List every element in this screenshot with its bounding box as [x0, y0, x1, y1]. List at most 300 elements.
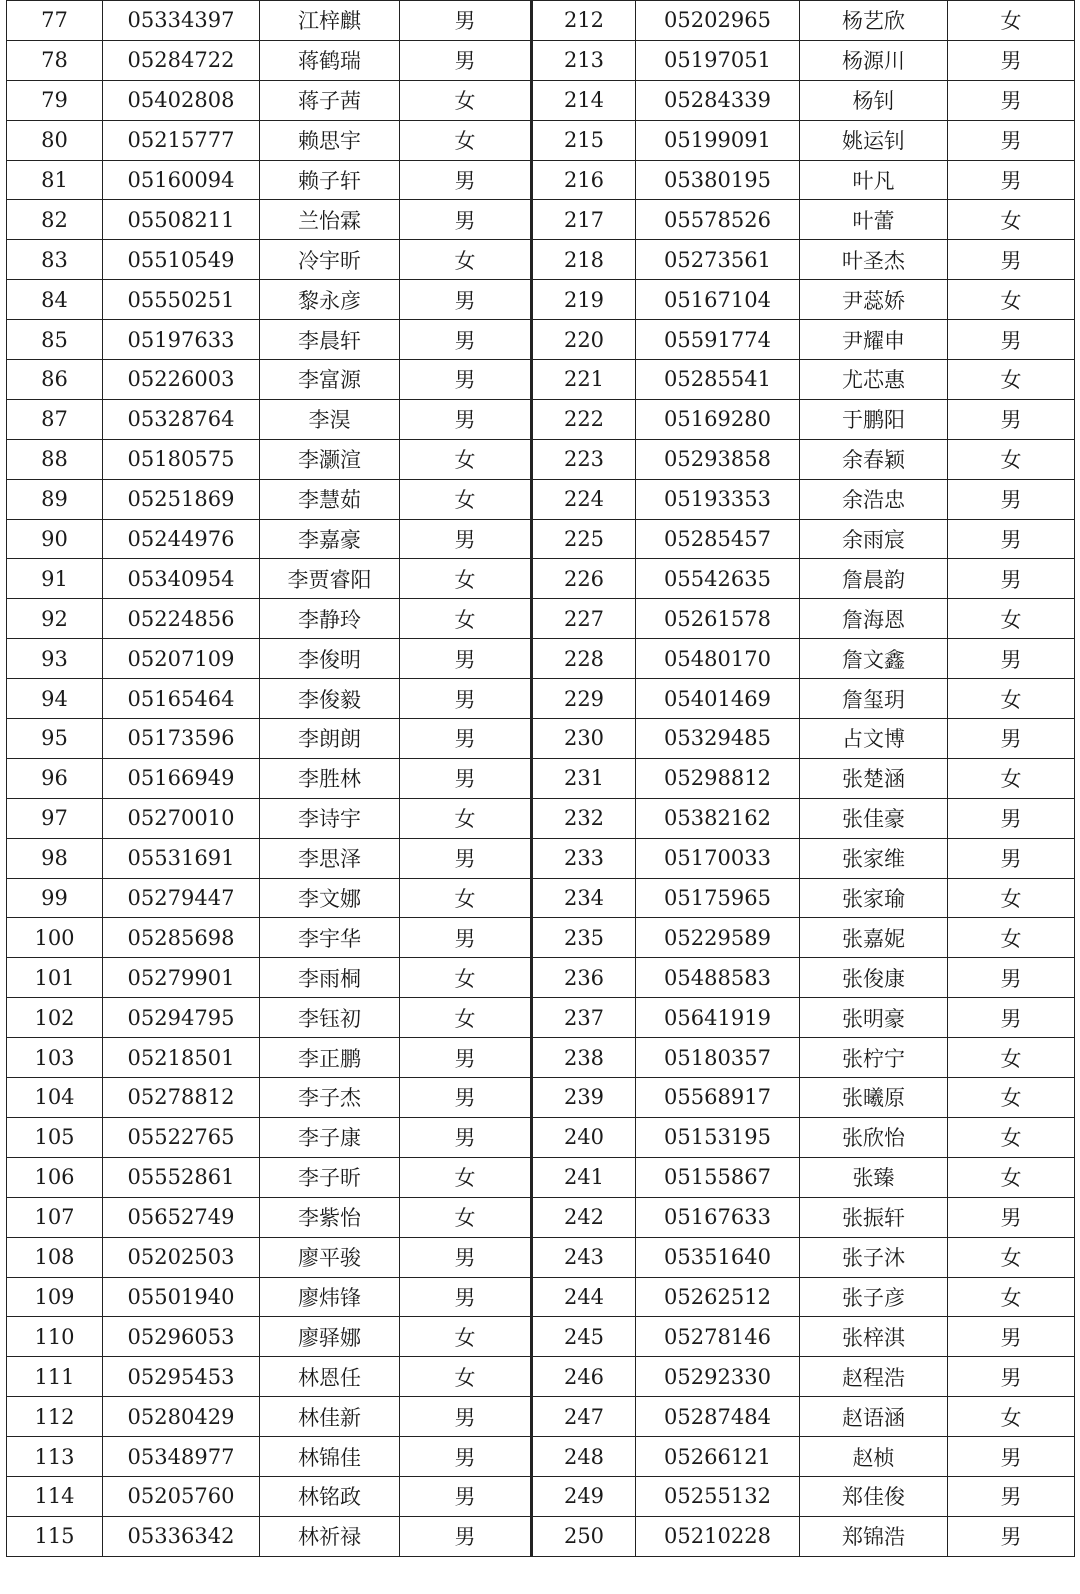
name-cell: 余浩忠 [800, 479, 948, 519]
seq-cell: 241 [532, 1157, 636, 1197]
name-cell: 李宇华 [260, 918, 400, 958]
gender-cell: 男 [948, 1516, 1075, 1556]
gender-cell: 男 [400, 838, 532, 878]
student-id-cell: 05278812 [103, 1078, 260, 1118]
gender-cell: 女 [948, 1157, 1075, 1197]
name-cell: 张楚涵 [800, 758, 948, 798]
gender-cell: 女 [400, 958, 532, 998]
name-cell: 江梓麒 [260, 1, 400, 41]
name-cell: 李子康 [260, 1117, 400, 1157]
student-id-cell: 05173596 [103, 719, 260, 759]
name-cell: 兰怡霖 [260, 200, 400, 240]
gender-cell: 女 [948, 679, 1075, 719]
student-id-cell: 05568917 [636, 1078, 800, 1118]
student-id-cell: 05542635 [636, 559, 800, 599]
table-row [7, 679, 1075, 719]
gender-cell: 男 [948, 399, 1075, 439]
gender-cell: 男 [400, 1117, 532, 1157]
name-cell: 张欣怡 [800, 1117, 948, 1157]
name-cell: 尹耀申 [800, 320, 948, 360]
student-id-cell: 05531691 [103, 838, 260, 878]
gender-cell: 女 [400, 1157, 532, 1197]
student-id-cell: 05401469 [636, 679, 800, 719]
gender-cell: 女 [948, 1078, 1075, 1118]
seq-cell: 85 [7, 320, 103, 360]
gender-cell: 女 [948, 1237, 1075, 1277]
student-id-cell: 05270010 [103, 798, 260, 838]
student-id-cell: 05292330 [636, 1357, 800, 1397]
table-row [7, 360, 1075, 400]
gender-cell: 男 [400, 320, 532, 360]
seq-cell: 88 [7, 439, 103, 479]
seq-cell: 231 [532, 758, 636, 798]
table-row [7, 240, 1075, 280]
table-row [7, 838, 1075, 878]
name-cell: 李贾睿阳 [260, 559, 400, 599]
seq-cell: 239 [532, 1078, 636, 1118]
name-cell: 张明豪 [800, 998, 948, 1038]
gender-cell: 男 [400, 360, 532, 400]
table-row [7, 998, 1075, 1038]
name-cell: 李子昕 [260, 1157, 400, 1197]
name-cell: 赖子轩 [260, 160, 400, 200]
seq-cell: 95 [7, 719, 103, 759]
table-row [7, 1197, 1075, 1237]
student-id-cell: 05266121 [636, 1437, 800, 1477]
seq-cell: 245 [532, 1317, 636, 1357]
table-row [7, 160, 1075, 200]
table-row [7, 1117, 1075, 1157]
student-id-cell: 05279901 [103, 958, 260, 998]
seq-cell: 230 [532, 719, 636, 759]
name-cell: 叶凡 [800, 160, 948, 200]
name-cell: 张家维 [800, 838, 948, 878]
name-cell: 林佳新 [260, 1397, 400, 1437]
table-row [7, 1357, 1075, 1397]
name-cell: 李钰初 [260, 998, 400, 1038]
name-cell: 李文娜 [260, 878, 400, 918]
seq-cell: 89 [7, 479, 103, 519]
student-id-cell: 05293858 [636, 439, 800, 479]
gender-cell: 男 [948, 120, 1075, 160]
name-cell: 叶圣杰 [800, 240, 948, 280]
gender-cell: 男 [948, 240, 1075, 280]
student-id-cell: 05340954 [103, 559, 260, 599]
gender-cell: 女 [948, 1038, 1075, 1078]
seq-cell: 106 [7, 1157, 103, 1197]
seq-cell: 102 [7, 998, 103, 1038]
gender-cell: 女 [400, 1357, 532, 1397]
student-id-cell: 05180575 [103, 439, 260, 479]
gender-cell: 男 [948, 1317, 1075, 1357]
student-id-cell: 05298812 [636, 758, 800, 798]
student-id-cell: 05295453 [103, 1357, 260, 1397]
gender-cell: 女 [400, 479, 532, 519]
seq-cell: 223 [532, 439, 636, 479]
seq-cell: 105 [7, 1117, 103, 1157]
seq-cell: 96 [7, 758, 103, 798]
seq-cell: 98 [7, 838, 103, 878]
gender-cell: 男 [400, 160, 532, 200]
gender-cell: 男 [400, 918, 532, 958]
gender-cell: 男 [400, 200, 532, 240]
seq-cell: 224 [532, 479, 636, 519]
student-id-cell: 05199091 [636, 120, 800, 160]
gender-cell: 女 [948, 280, 1075, 320]
student-id-cell: 05328764 [103, 399, 260, 439]
student-id-cell: 05197633 [103, 320, 260, 360]
seq-cell: 83 [7, 240, 103, 280]
table-row [7, 399, 1075, 439]
student-id-cell: 05218501 [103, 1038, 260, 1078]
student-id-cell: 05284339 [636, 80, 800, 120]
student-id-cell: 05508211 [103, 200, 260, 240]
table-body [7, 1, 1075, 1557]
gender-cell: 男 [948, 1476, 1075, 1516]
seq-cell: 222 [532, 399, 636, 439]
seq-cell: 240 [532, 1117, 636, 1157]
gender-cell: 男 [948, 958, 1075, 998]
student-id-cell: 05351640 [636, 1237, 800, 1277]
name-cell: 詹文鑫 [800, 639, 948, 679]
gender-cell: 女 [400, 559, 532, 599]
student-id-cell: 05296053 [103, 1317, 260, 1357]
student-id-cell: 05285698 [103, 918, 260, 958]
student-id-cell: 05167633 [636, 1197, 800, 1237]
seq-cell: 217 [532, 200, 636, 240]
seq-cell: 212 [532, 1, 636, 41]
seq-cell: 228 [532, 639, 636, 679]
gender-cell: 男 [948, 1357, 1075, 1397]
gender-cell: 男 [948, 1197, 1075, 1237]
seq-cell: 77 [7, 1, 103, 41]
gender-cell: 男 [400, 1476, 532, 1516]
name-cell: 李晨轩 [260, 320, 400, 360]
seq-cell: 244 [532, 1277, 636, 1317]
seq-cell: 104 [7, 1078, 103, 1118]
table-row [7, 1437, 1075, 1477]
gender-cell: 男 [400, 1397, 532, 1437]
seq-cell: 233 [532, 838, 636, 878]
name-cell: 张嘉妮 [800, 918, 948, 958]
name-cell: 张柠宁 [800, 1038, 948, 1078]
student-id-cell: 05348977 [103, 1437, 260, 1477]
name-cell: 张振轩 [800, 1197, 948, 1237]
gender-cell: 男 [400, 1237, 532, 1277]
gender-cell: 男 [948, 998, 1075, 1038]
gender-cell: 男 [948, 160, 1075, 200]
name-cell: 郑锦浩 [800, 1516, 948, 1556]
student-id-cell: 05652749 [103, 1197, 260, 1237]
seq-cell: 236 [532, 958, 636, 998]
name-cell: 李诗宇 [260, 798, 400, 838]
name-cell: 张子沐 [800, 1237, 948, 1277]
gender-cell: 女 [948, 360, 1075, 400]
student-id-cell: 05578526 [636, 200, 800, 240]
name-cell: 林铭政 [260, 1476, 400, 1516]
seq-cell: 248 [532, 1437, 636, 1477]
name-cell: 尹蕊娇 [800, 280, 948, 320]
student-id-cell: 05336342 [103, 1516, 260, 1556]
gender-cell: 男 [400, 758, 532, 798]
table-row [7, 80, 1075, 120]
seq-cell: 91 [7, 559, 103, 599]
student-id-cell: 05170033 [636, 838, 800, 878]
seq-cell: 92 [7, 599, 103, 639]
seq-cell: 90 [7, 519, 103, 559]
student-id-cell: 05205760 [103, 1476, 260, 1516]
seq-cell: 93 [7, 639, 103, 679]
seq-cell: 107 [7, 1197, 103, 1237]
seq-cell: 247 [532, 1397, 636, 1437]
gender-cell: 女 [400, 1197, 532, 1237]
gender-cell: 男 [948, 519, 1075, 559]
name-cell: 林恩任 [260, 1357, 400, 1397]
student-id-cell: 05402808 [103, 80, 260, 120]
name-cell: 杨钊 [800, 80, 948, 120]
name-cell: 李淏 [260, 399, 400, 439]
student-id-cell: 05229589 [636, 918, 800, 958]
name-cell: 李嘉豪 [260, 519, 400, 559]
student-id-cell: 05155867 [636, 1157, 800, 1197]
seq-cell: 243 [532, 1237, 636, 1277]
seq-cell: 235 [532, 918, 636, 958]
student-id-cell: 05175965 [636, 878, 800, 918]
seq-cell: 87 [7, 399, 103, 439]
gender-cell: 女 [948, 599, 1075, 639]
seq-cell: 86 [7, 360, 103, 400]
table-row [7, 1078, 1075, 1118]
table-row [7, 1277, 1075, 1317]
student-id-cell: 05169280 [636, 399, 800, 439]
name-cell: 李俊明 [260, 639, 400, 679]
name-cell: 张佳豪 [800, 798, 948, 838]
student-id-cell: 05294795 [103, 998, 260, 1038]
gender-cell: 男 [400, 719, 532, 759]
seq-cell: 232 [532, 798, 636, 838]
seq-cell: 111 [7, 1357, 103, 1397]
name-cell: 李思泽 [260, 838, 400, 878]
student-id-cell: 05210228 [636, 1516, 800, 1556]
name-cell: 李慧茹 [260, 479, 400, 519]
name-cell: 李朗朗 [260, 719, 400, 759]
student-id-cell: 05255132 [636, 1476, 800, 1516]
name-cell: 林锦佳 [260, 1437, 400, 1477]
gender-cell: 男 [948, 320, 1075, 360]
seq-cell: 216 [532, 160, 636, 200]
name-cell: 冷宇昕 [260, 240, 400, 280]
seq-cell: 227 [532, 599, 636, 639]
name-cell: 叶蕾 [800, 200, 948, 240]
gender-cell: 女 [948, 1117, 1075, 1157]
name-cell: 李紫怡 [260, 1197, 400, 1237]
name-cell: 廖平骏 [260, 1237, 400, 1277]
gender-cell: 女 [400, 798, 532, 838]
table-row [7, 1038, 1075, 1078]
gender-cell: 男 [400, 639, 532, 679]
name-cell: 于鹏阳 [800, 399, 948, 439]
student-id-cell: 05380195 [636, 160, 800, 200]
gender-cell: 男 [948, 838, 1075, 878]
gender-cell: 女 [948, 439, 1075, 479]
seq-cell: 250 [532, 1516, 636, 1556]
table-row [7, 439, 1075, 479]
gender-cell: 女 [948, 1397, 1075, 1437]
seq-cell: 99 [7, 878, 103, 918]
name-cell: 廖炜锋 [260, 1277, 400, 1317]
gender-cell: 女 [400, 998, 532, 1038]
table-row [7, 1397, 1075, 1437]
seq-cell: 234 [532, 878, 636, 918]
gender-cell: 女 [400, 1317, 532, 1357]
student-id-cell: 05262512 [636, 1277, 800, 1317]
student-id-cell: 05279447 [103, 878, 260, 918]
student-id-cell: 05334397 [103, 1, 260, 41]
gender-cell: 女 [948, 1, 1075, 41]
student-id-cell: 05285457 [636, 519, 800, 559]
table-row [7, 1476, 1075, 1516]
seq-cell: 220 [532, 320, 636, 360]
gender-cell: 男 [400, 679, 532, 719]
name-cell: 蒋鹤瑞 [260, 40, 400, 80]
name-cell: 林祈禄 [260, 1516, 400, 1556]
table-row [7, 958, 1075, 998]
gender-cell: 女 [948, 918, 1075, 958]
name-cell: 詹晨韵 [800, 559, 948, 599]
seq-cell: 109 [7, 1277, 103, 1317]
student-id-cell: 05153195 [636, 1117, 800, 1157]
seq-cell: 249 [532, 1476, 636, 1516]
name-cell: 张子彦 [800, 1277, 948, 1317]
student-id-cell: 05261578 [636, 599, 800, 639]
student-id-cell: 05488583 [636, 958, 800, 998]
table-row [7, 798, 1075, 838]
name-cell: 李子杰 [260, 1078, 400, 1118]
gender-cell: 女 [400, 439, 532, 479]
student-id-cell: 05167104 [636, 280, 800, 320]
name-cell: 杨源川 [800, 40, 948, 80]
gender-cell: 男 [948, 559, 1075, 599]
student-id-cell: 05550251 [103, 280, 260, 320]
name-cell: 张家瑜 [800, 878, 948, 918]
name-cell: 姚运钊 [800, 120, 948, 160]
seq-cell: 112 [7, 1397, 103, 1437]
gender-cell: 女 [948, 1277, 1075, 1317]
name-cell: 詹海恩 [800, 599, 948, 639]
student-id-cell: 05382162 [636, 798, 800, 838]
table-row [7, 918, 1075, 958]
student-id-cell: 05193353 [636, 479, 800, 519]
table-row [7, 878, 1075, 918]
student-id-cell: 05202503 [103, 1237, 260, 1277]
table-row [7, 758, 1075, 798]
seq-cell: 78 [7, 40, 103, 80]
name-cell: 张曦原 [800, 1078, 948, 1118]
name-cell: 张臻 [800, 1157, 948, 1197]
seq-cell: 84 [7, 280, 103, 320]
name-cell: 张俊康 [800, 958, 948, 998]
gender-cell: 女 [948, 200, 1075, 240]
name-cell: 尤芯惠 [800, 360, 948, 400]
gender-cell: 女 [400, 80, 532, 120]
gender-cell: 女 [400, 878, 532, 918]
gender-cell: 男 [400, 1277, 532, 1317]
seq-cell: 101 [7, 958, 103, 998]
name-cell: 占文博 [800, 719, 948, 759]
gender-cell: 男 [948, 639, 1075, 679]
table-row [7, 639, 1075, 679]
seq-cell: 103 [7, 1038, 103, 1078]
student-id-cell: 05197051 [636, 40, 800, 80]
name-cell: 李富源 [260, 360, 400, 400]
student-id-cell: 05287484 [636, 1397, 800, 1437]
student-id-cell: 05284722 [103, 40, 260, 80]
student-id-cell: 05501940 [103, 1277, 260, 1317]
name-cell: 李雨桐 [260, 958, 400, 998]
name-cell: 赵语涵 [800, 1397, 948, 1437]
name-cell: 余春颖 [800, 439, 948, 479]
seq-cell: 237 [532, 998, 636, 1038]
student-id-cell: 05273561 [636, 240, 800, 280]
seq-cell: 219 [532, 280, 636, 320]
gender-cell: 男 [400, 399, 532, 439]
name-cell: 廖驿娜 [260, 1317, 400, 1357]
name-cell: 赵桢 [800, 1437, 948, 1477]
name-cell: 李胜林 [260, 758, 400, 798]
student-id-cell: 05641919 [636, 998, 800, 1038]
seq-cell: 225 [532, 519, 636, 559]
gender-cell: 女 [400, 120, 532, 160]
gender-cell: 男 [400, 519, 532, 559]
student-id-cell: 05215777 [103, 120, 260, 160]
gender-cell: 男 [400, 1437, 532, 1477]
student-id-cell: 05280429 [103, 1397, 260, 1437]
gender-cell: 男 [948, 80, 1075, 120]
seq-cell: 114 [7, 1476, 103, 1516]
gender-cell: 女 [400, 240, 532, 280]
student-id-cell: 05244976 [103, 519, 260, 559]
table-row [7, 1237, 1075, 1277]
name-cell: 张梓淇 [800, 1317, 948, 1357]
student-id-cell: 05251869 [103, 479, 260, 519]
seq-cell: 218 [532, 240, 636, 280]
gender-cell: 女 [948, 878, 1075, 918]
gender-cell: 男 [948, 798, 1075, 838]
seq-cell: 215 [532, 120, 636, 160]
seq-cell: 238 [532, 1038, 636, 1078]
seq-cell: 226 [532, 559, 636, 599]
student-id-cell: 05329485 [636, 719, 800, 759]
student-id-cell: 05278146 [636, 1317, 800, 1357]
table-row [7, 519, 1075, 559]
table-row [7, 280, 1075, 320]
seq-cell: 246 [532, 1357, 636, 1397]
student-id-cell: 05224856 [103, 599, 260, 639]
name-cell: 詹玺玥 [800, 679, 948, 719]
seq-cell: 214 [532, 80, 636, 120]
gender-cell: 男 [400, 1038, 532, 1078]
name-cell: 李灏渲 [260, 439, 400, 479]
seq-cell: 80 [7, 120, 103, 160]
student-id-cell: 05165464 [103, 679, 260, 719]
seq-cell: 81 [7, 160, 103, 200]
gender-cell: 男 [400, 280, 532, 320]
student-id-cell: 05160094 [103, 160, 260, 200]
gender-cell: 男 [948, 719, 1075, 759]
seq-cell: 94 [7, 679, 103, 719]
student-id-cell: 05510549 [103, 240, 260, 280]
table-row [7, 599, 1075, 639]
